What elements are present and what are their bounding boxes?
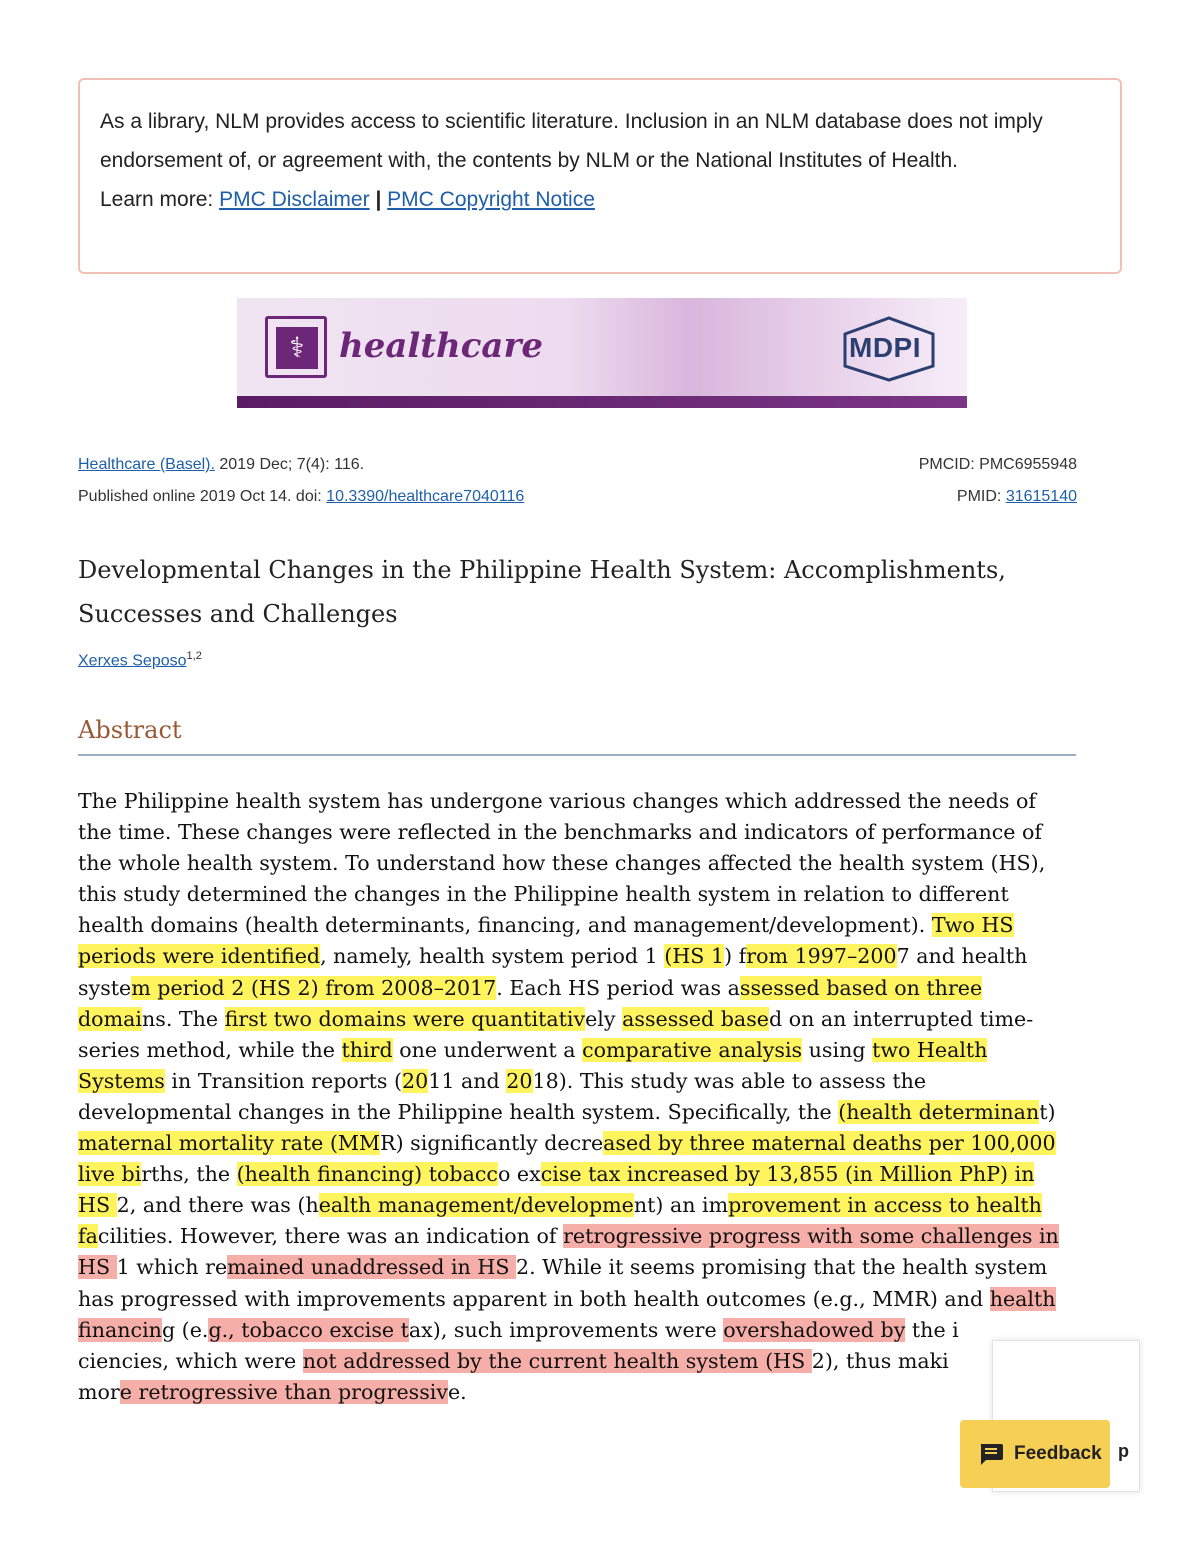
abstract-text: The Philippine health system has undergone various changes which addressed the needs of the time. These changes were reflected in the benchmarks and indicators of performance of the whole health system. To understand how these changes affected the health system (HS), this study determined the changes in the Philippine health system in relation to different health domains (health determinants, financing, and management/development). xyxy=(78,789,1046,938)
article-title: Developmental Changes in the Philippine Health System: Accomplishments, Successes and Challenges xyxy=(78,556,1006,628)
abstract-body xyxy=(78,786,1068,1408)
highlight-red: e retrogressive than progressiv xyxy=(119,1379,448,1404)
highlight-yellow: third xyxy=(341,1037,393,1062)
author-link[interactable]: Xerxes Seposo xyxy=(78,652,187,670)
highlight-yellow: rom 1997–200 xyxy=(746,944,897,969)
highlight-red: not addressed by the current health system (HS xyxy=(302,1348,812,1373)
abstract-heading: Abstract xyxy=(78,716,182,744)
author-line xyxy=(78,650,202,670)
abstract-text: the i xyxy=(905,1317,959,1342)
disclaimer-text: As a library, NLM provides access to scientific literature. Inclusion in an NLM database does not imply endorsement of, or agreement with, the contents by NLM or the National Institutes of Health. xyxy=(100,110,1043,172)
highlight-yellow: 20 xyxy=(506,1068,533,1093)
back-to-top-label: p xyxy=(1118,1441,1129,1461)
abstract-text: nt) an im xyxy=(633,1193,729,1218)
highlight-yellow: two Health Systems xyxy=(78,1037,988,1093)
abstract-text: cilities. However, there was an indication of xyxy=(97,1224,564,1249)
learn-more-row xyxy=(100,180,1100,219)
highlight-red: retrogressive progress with some challenges in HS xyxy=(78,1224,1059,1280)
published-line xyxy=(78,488,524,506)
banner-bar xyxy=(237,396,967,408)
pmc-copyright-link[interactable]: PMC Copyright Notice xyxy=(387,188,595,211)
feedback-button[interactable] xyxy=(960,1420,1110,1488)
abstract-text: 2), thus maki xyxy=(811,1348,949,1373)
abstract-text: using xyxy=(802,1037,873,1062)
highlight-yellow: (health determinan xyxy=(838,1099,1040,1124)
highlight-yellow: ased by three maternal deaths per 100,000 live bi xyxy=(78,1131,1056,1187)
abstract-text: d on an interrupted time-series method, while the xyxy=(78,1006,1034,1062)
abstract-text: o ex xyxy=(497,1162,541,1187)
abstract-text: ns. The xyxy=(141,1006,225,1031)
highlight-yellow: maternal mortality rate (MM xyxy=(78,1131,381,1156)
abstract-divider xyxy=(78,754,1076,756)
abstract-text: 18). This study was able to assess the developmental changes in the Philippine health system. Specifically, the xyxy=(78,1068,927,1124)
abstract-text: , namely, health system period 1 xyxy=(320,944,665,969)
highlight-yellow: 20 xyxy=(402,1068,429,1093)
abstract-text: ax), such improvements were xyxy=(408,1317,724,1342)
highlight-red: health financin xyxy=(78,1286,1056,1342)
doi-link[interactable]: 10.3390/healthcare7040116 xyxy=(326,488,525,505)
abstract-text: 2, and there was (h xyxy=(116,1193,319,1218)
pmcid: PMCID: PMC6955948 xyxy=(918,456,1077,473)
highlight-red: g., tobacco excise t xyxy=(208,1317,409,1342)
journal-link[interactable]: Healthcare (Basel). xyxy=(78,456,215,473)
highlight-yellow: m period 2 (HS 2) from 2008–2017 xyxy=(131,975,497,1000)
highlight-yellow: Two HS periods were identified xyxy=(78,913,1014,969)
learn-more-label: Learn more: xyxy=(100,188,214,211)
highlight-red: overshadowed by xyxy=(723,1317,906,1342)
highlight-yellow: (health financing) tobacc xyxy=(236,1162,498,1187)
abstract-text: g (e. xyxy=(161,1317,209,1342)
pmid-label: PMID: xyxy=(956,488,1006,505)
publisher-name: MDPI xyxy=(849,332,921,363)
abstract-text: mor xyxy=(78,1379,120,1404)
abstract-text: ciencies, which were xyxy=(78,1348,303,1373)
abstract-text: 2. While it seems promising that the health system has progressed with improvements apparent in both health outcomes (e.g., MMR) and xyxy=(78,1255,1048,1311)
abstract-text: t) xyxy=(1039,1099,1056,1124)
abstract-text: 7 and health syste xyxy=(78,944,1028,1000)
citation-issue: 2019 Dec; 7(4): 116. xyxy=(214,456,365,473)
abstract-text: rths, the xyxy=(141,1162,237,1187)
abstract-text: ) f xyxy=(724,944,747,969)
pmc-disclaimer-link[interactable]: PMC Disclaimer xyxy=(219,188,370,211)
pmid-line xyxy=(957,488,1077,506)
nlm-disclaimer-box xyxy=(78,78,1122,274)
highlight-red: mained unaddressed in HS xyxy=(227,1255,516,1280)
highlight-yellow: comparative analysis xyxy=(582,1037,803,1062)
published-text: Published online 2019 Oct 14. doi: xyxy=(78,488,327,505)
abstract-text: one underwent a xyxy=(392,1037,583,1062)
journal-brand-name: healthcare xyxy=(339,326,543,366)
healthcare-logo-icon: ⚕ xyxy=(265,316,327,378)
highlight-yellow: provement in access to health fa xyxy=(78,1193,1042,1249)
highlight-yellow: first two domains were quantitativ xyxy=(224,1006,586,1031)
highlight-yellow: assessed base xyxy=(622,1006,769,1031)
pmid-link[interactable]: 31615140 xyxy=(1005,488,1077,505)
citation-line xyxy=(78,456,364,474)
abstract-text: in Transition reports ( xyxy=(164,1068,403,1093)
highlight-yellow: ssessed based on three domai xyxy=(78,975,983,1031)
link-separator: | xyxy=(375,188,382,211)
highlight-yellow: ealth management/developme xyxy=(318,1193,634,1218)
chat-bubble-icon xyxy=(978,1442,1004,1466)
highlight-yellow: (HS 1 xyxy=(664,944,725,969)
abstract-text: R) significantly decre xyxy=(380,1131,604,1156)
abstract-text: 1 which re xyxy=(116,1255,228,1280)
abstract-text: . Each HS period was a xyxy=(496,975,740,1000)
journal-banner[interactable] xyxy=(237,298,967,408)
feedback-label: Feedback xyxy=(1014,1443,1102,1464)
abstract-text: 11 and xyxy=(428,1068,507,1093)
author-affiliation: 1,2 xyxy=(186,650,202,662)
abstract-text: ely xyxy=(585,1006,623,1031)
abstract-text: e. xyxy=(448,1379,467,1404)
highlight-yellow: cise tax increased by 13,855 (in Million PhP) in HS xyxy=(78,1162,1035,1218)
